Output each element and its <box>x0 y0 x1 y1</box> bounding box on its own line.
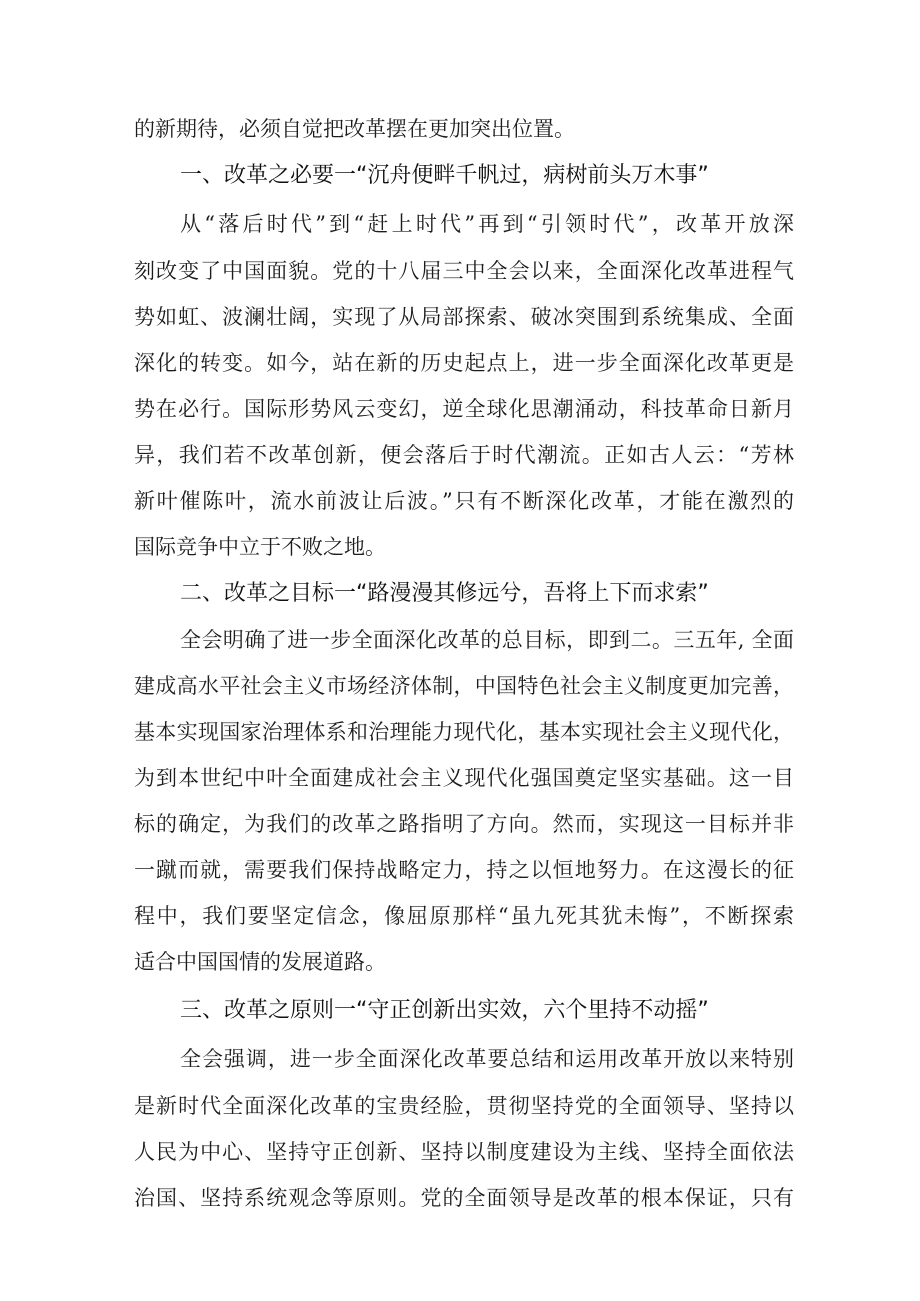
section-2-line: 全会明确了进一步全面深化改革的总目标，即到二。三五年, 全面 <box>180 628 794 652</box>
section-1-line: 深化的转变。如今，站在新的历史起点上，进一步全面深化改革更是 <box>134 351 794 375</box>
section-2-line: 程中，我们要坚定信念，像屈原那样“虽九死其犹未悔”，不断探索 <box>134 904 794 928</box>
section-2-line: 适合中国国情的发展道路。 <box>134 950 386 974</box>
section-1-line: 势如虹、波澜壮阔，实现了从局部探索、破冰突围到系统集成、全面 <box>134 305 794 329</box>
intro-tail-line: 的新期待，必须自觉把改革摆在更加突出位置。 <box>134 117 575 141</box>
section-1-line: 从“落后时代”到“赶上时代”再到“引领时代”，改革开放深 <box>180 212 794 236</box>
section-1-line: 国际竞争中立于不败之地。 <box>134 535 386 559</box>
section-3-line: 是新时代全面深化改革的宝贵经脸，贯彻坚持党的全面领导、坚持以 <box>134 1094 794 1118</box>
section-1-line: 异，我们若不改革创新，便会落后于时代潮流。正如古人云：“芳林 <box>134 443 794 467</box>
section-1-line: 刻改变了中国面貌。党的十八届三中全会以来，全面深化改革进程气 <box>134 259 794 283</box>
section-3-line: 全会强调，进一步全面深化改革要总结和运用改革开放以来特别 <box>180 1047 794 1071</box>
section-3-line: 治国、坚持系统观念等原则。党的全面领导是改革的根本保证，只有 <box>134 1186 794 1210</box>
section-2-line: 建成高水平社会主义市场经济体制，中国特色社会主义制度更加完善， <box>134 674 794 698</box>
section-3-line: 人民为中心、坚持守正创新、坚持以制度建设为主线、坚持全面依法 <box>134 1140 794 1164</box>
section-2-line: 基本实现国家治理体系和治理能力现代化，基本实现社会主义现代化， <box>134 720 794 744</box>
section-1-line: 新叶催陈叶，流水前波让后波。”只有不断深化改革，才能在激烈的 <box>134 489 794 513</box>
section-1-heading: 一、改革之必要一“沉舟便畔千帆过，病树前头万木事” <box>180 163 709 188</box>
section-2-line: 一蹴而就，需要我们保持战略定力，持之以恒地努力。在这漫长的征 <box>134 858 794 882</box>
section-2-line: 为到本世纪中叶全面建成社会主义现代化强国奠定坚实基础。这一目 <box>134 766 794 790</box>
section-3-heading: 三、改革之原则一“守正创新出实效，六个里持不动摇” <box>180 998 709 1023</box>
section-2-line: 标的确定，为我们的改革之路指明了方向。然而，实现这一目标并非 <box>134 812 794 836</box>
section-2-heading: 二、改革之目标一“路漫漫其修远兮，吾将上下而求索” <box>180 581 709 606</box>
section-1-line: 势在必行。国际形势风云变幻，逆全球化思潮涌动，科技革命日新月 <box>134 397 794 421</box>
